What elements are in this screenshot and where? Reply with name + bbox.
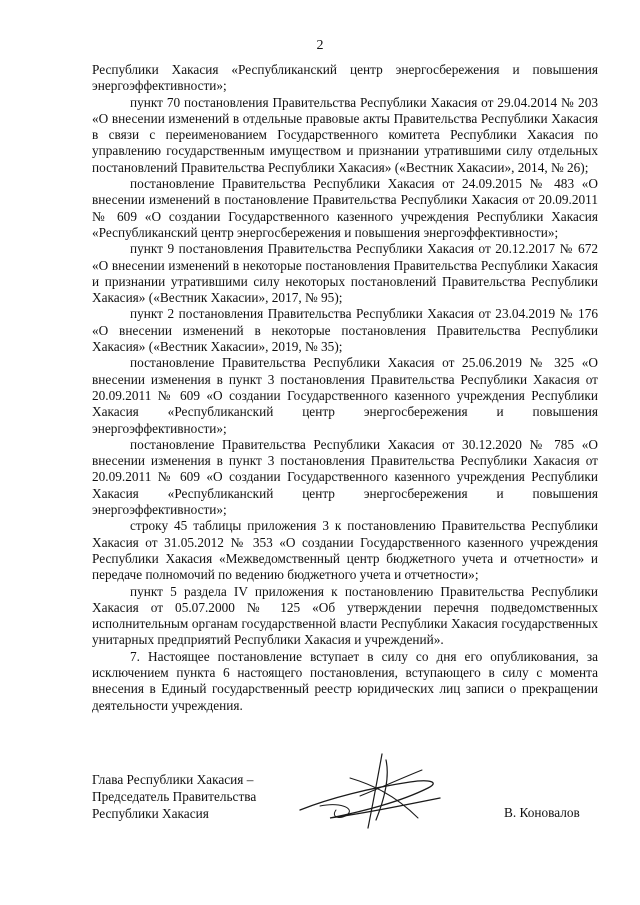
paragraph: 7. Настоящее постановление вступает в силу со дня его опубликования, за исключением пункта 6 настоящего постановления, вступающего в силу с момента внесения в Единый государственный реестр юридических лиц записи о прекращении деятельности учреждения.	[92, 648, 598, 713]
paragraph: постановление Правительства Республики Хакасия от 30.12.2020 № 785 «О внесении изменения в пункт 3 постановления Правительства Республики Хакасия от 20.09.2011 № 609 «О создании Государственного казенного учреждения Республики Хакасия «Республиканский центр энергосбережения и повышения энергоэффективности»;	[92, 436, 598, 518]
signatory-position-line: Глава Республики Хакасия –	[92, 772, 254, 787]
page-number: 2	[316, 38, 324, 53]
paragraph: постановление Правительства Республики Хакасия от 24.09.2015 № 483 «О внесении изменений в постановление Правительства Республики Хакасия от 20.09.2011 № 609 «О создании Государственного казенного учреждения Республики Хакасия «Республиканский центр энергосбережения и повышения энергоэффективности»;	[92, 176, 598, 240]
paragraph: пункт 70 постановления Правительства Республики Хакасия от 29.04.2014 № 203 «О внесении изменений в отдельные правовые акты Правительства Республики Хакасия в связи с переименованием Государственного комитета Республики Хакасия по управлению государственным имуществом и признании утратившими силу отдельных постановлений Правительства Республики Хакасия» («Вестник Хакасии», 2014, № 26);	[92, 94, 598, 175]
document-body	[92, 62, 598, 714]
signatory-position-line: Председатель Правительства	[92, 789, 257, 804]
paragraph: пункт 9 постановления Правительства Республики Хакасия от 20.12.2017 № 672 «О внесении изменений в некоторые постановления Правительства Республики Хакасия и признании утратившими силу некоторых постановлений Правительства Республики Хакасия» («Вестник Хакасии», 2017, № 95);	[92, 241, 598, 306]
signatory-position-line: Республики Хакасия	[92, 806, 209, 821]
paragraph: Республики Хакасия «Республиканский центр энергосбережения и повышения энергоэффективности»;	[92, 62, 598, 94]
paragraph: пункт 2 постановления Правительства Республики Хакасия от 23.04.2019 № 176 «О внесении изменений в некоторые постановления Правительства Республики Хакасия» («Вестник Хакасии», 2019, № 35);	[92, 306, 598, 355]
paragraph: постановление Правительства Республики Хакасия от 25.06.2019 № 325 «О внесении изменения в пункт 3 постановления Правительства Республики Хакасия от 20.09.2011 № 609 «О создании Государственного казенного учреждения Республики Хакасия «Республиканский центр энергосбережения и повышения энергоэффективности»;	[92, 355, 598, 436]
paragraph: строку 45 таблицы приложения 3 к постановлению Правительства Республики Хакасия от 31.05.2012 № 353 «О создании Государственного казенного учреждения Республики Хакасия «Межведомственный центр бюджетного учета и отчетности» и передаче полномочий по ведению бюджетного учета и отчетности»;	[92, 518, 598, 583]
signatory-name: В. Коновалов	[504, 805, 580, 820]
handwritten-signature	[290, 748, 460, 838]
paragraph: пункт 5 раздела IV приложения к постановлению Правительства Республики Хакасия от 05.07.2000 № 125 «Об утверждении перечня подведомственных исполнительным органам государственной власти Республики Хакасия государственных унитарных предприятий Республики Хакасия и учреждений».	[92, 583, 598, 648]
